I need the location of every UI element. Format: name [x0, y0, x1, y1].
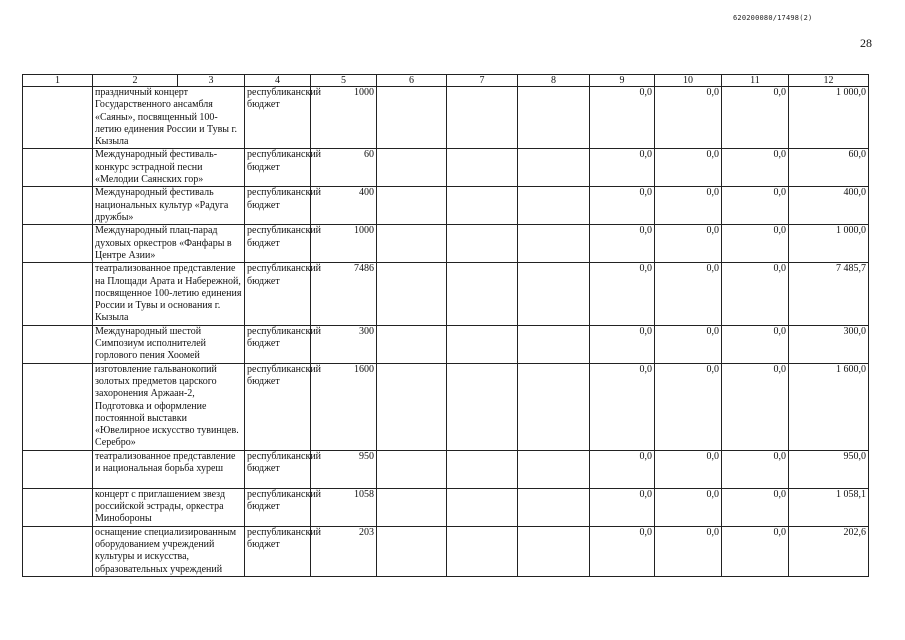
empty-cell	[23, 225, 93, 263]
table-row	[23, 325, 869, 363]
amount-cell: 400	[311, 187, 377, 225]
col11-cell: 0,0	[722, 87, 789, 149]
col9-cell: 0,0	[590, 325, 655, 363]
column-header: 11	[722, 75, 789, 87]
empty-cell	[518, 363, 590, 450]
empty-cell	[518, 325, 590, 363]
empty-cell	[447, 263, 518, 325]
empty-cell	[447, 450, 518, 488]
total-cell: 7 485,7	[789, 263, 869, 325]
event-description: Международный плац-парад духовых оркестров «Фанфары в Центре Азии»	[93, 225, 245, 263]
empty-cell	[518, 488, 590, 526]
amount-cell: 7486	[311, 263, 377, 325]
empty-cell	[23, 488, 93, 526]
col10-cell: 0,0	[655, 363, 722, 450]
total-cell: 60,0	[789, 149, 869, 187]
col9-cell: 0,0	[590, 526, 655, 576]
funding-source: республиканский бюджет	[245, 363, 311, 450]
funding-source: республиканский бюджет	[245, 187, 311, 225]
col11-cell: 0,0	[722, 450, 789, 488]
col10-cell: 0,0	[655, 488, 722, 526]
empty-cell	[518, 225, 590, 263]
table-row	[23, 87, 869, 149]
col9-cell: 0,0	[590, 187, 655, 225]
col10-cell: 0,0	[655, 263, 722, 325]
column-header: 3	[178, 75, 245, 87]
empty-cell	[23, 87, 93, 149]
empty-cell	[23, 263, 93, 325]
col11-cell: 0,0	[722, 488, 789, 526]
empty-cell	[377, 187, 447, 225]
event-description: изготовление гальванокопий золотых предметов царского захоронения Аржаан-2, Подготовка и оформление постоянной выставки «Ювелирное искусство тувинцев. Серебро»	[93, 363, 245, 450]
total-cell: 1 600,0	[789, 363, 869, 450]
total-cell: 202,6	[789, 526, 869, 576]
column-header: 2	[93, 75, 178, 87]
empty-cell	[447, 87, 518, 149]
empty-cell	[23, 526, 93, 576]
table-row	[23, 450, 869, 488]
col10-cell: 0,0	[655, 450, 722, 488]
empty-cell	[447, 325, 518, 363]
empty-cell	[377, 488, 447, 526]
col11-cell: 0,0	[722, 225, 789, 263]
col9-cell: 0,0	[590, 263, 655, 325]
empty-cell	[377, 263, 447, 325]
amount-cell: 1600	[311, 363, 377, 450]
table-row	[23, 488, 869, 526]
event-description: театрализованное представление и национальная борьба хуреш	[93, 450, 245, 488]
funding-source: республиканский бюджет	[245, 488, 311, 526]
funding-source: республиканский бюджет	[245, 325, 311, 363]
table-row	[23, 263, 869, 325]
total-cell: 400,0	[789, 187, 869, 225]
funding-source: республиканский бюджет	[245, 225, 311, 263]
empty-cell	[377, 149, 447, 187]
event-description: концерт с приглашением звезд российской эстрады, оркестра Минобороны	[93, 488, 245, 526]
total-cell: 1 000,0	[789, 225, 869, 263]
column-header: 8	[518, 75, 590, 87]
amount-cell: 60	[311, 149, 377, 187]
table-row	[23, 526, 869, 576]
col9-cell: 0,0	[590, 149, 655, 187]
col10-cell: 0,0	[655, 225, 722, 263]
funding-source: республиканский бюджет	[245, 263, 311, 325]
empty-cell	[518, 87, 590, 149]
funding-source: республиканский бюджет	[245, 450, 311, 488]
column-header: 12	[789, 75, 869, 87]
table-row	[23, 187, 869, 225]
column-header: 5	[311, 75, 377, 87]
budget-table	[22, 74, 869, 577]
empty-cell	[377, 225, 447, 263]
col9-cell: 0,0	[590, 488, 655, 526]
table-row	[23, 149, 869, 187]
empty-cell	[23, 363, 93, 450]
event-description: оснащение специализированным оборудованием учреждений культуры и искусства, образовательных учреждений	[93, 526, 245, 576]
col10-cell: 0,0	[655, 149, 722, 187]
column-header: 10	[655, 75, 722, 87]
amount-cell: 300	[311, 325, 377, 363]
empty-cell	[23, 325, 93, 363]
column-header: 9	[590, 75, 655, 87]
empty-cell	[377, 363, 447, 450]
page-number: 28	[860, 36, 872, 50]
col11-cell: 0,0	[722, 325, 789, 363]
empty-cell	[23, 450, 93, 488]
column-number-row	[23, 75, 869, 87]
event-description: театрализованное представление на Площади Арата и Набережной, посвященное 100-летию единения России и Тувы и основания г. Кызыла	[93, 263, 245, 325]
amount-cell: 950	[311, 450, 377, 488]
empty-cell	[447, 526, 518, 576]
empty-cell	[447, 187, 518, 225]
empty-cell	[518, 149, 590, 187]
empty-cell	[447, 488, 518, 526]
amount-cell: 1058	[311, 488, 377, 526]
col10-cell: 0,0	[655, 187, 722, 225]
funding-source: республиканский бюджет	[245, 526, 311, 576]
col11-cell: 0,0	[722, 149, 789, 187]
amount-cell: 203	[311, 526, 377, 576]
document-id: 620200080/17498(2)	[733, 14, 813, 22]
empty-cell	[518, 263, 590, 325]
total-cell: 950,0	[789, 450, 869, 488]
empty-cell	[518, 187, 590, 225]
total-cell: 1 058,1	[789, 488, 869, 526]
event-description: Международный фестиваль-конкурс эстрадной песни «Мелодии Саянских гор»	[93, 149, 245, 187]
table-row	[23, 225, 869, 263]
total-cell: 1 000,0	[789, 87, 869, 149]
col11-cell: 0,0	[722, 526, 789, 576]
event-description: праздничный концерт Государственного ансамбля «Саяны», посвященный 100-летию единения России и Тувы г. Кызыла	[93, 87, 245, 149]
empty-cell	[447, 363, 518, 450]
empty-cell	[518, 526, 590, 576]
col10-cell: 0,0	[655, 325, 722, 363]
funding-source: республиканский бюджет	[245, 149, 311, 187]
total-cell: 300,0	[789, 325, 869, 363]
empty-cell	[518, 450, 590, 488]
column-header: 1	[23, 75, 93, 87]
column-header: 4	[245, 75, 311, 87]
col9-cell: 0,0	[590, 225, 655, 263]
event-description: Международный фестиваль национальных культур «Радуга дружбы»	[93, 187, 245, 225]
column-header: 6	[377, 75, 447, 87]
col9-cell: 0,0	[590, 363, 655, 450]
col10-cell: 0,0	[655, 526, 722, 576]
column-header: 7	[447, 75, 518, 87]
event-description: Международный шестой Симпозиум исполнителей горлового пения Хоомей	[93, 325, 245, 363]
col10-cell: 0,0	[655, 87, 722, 149]
amount-cell: 1000	[311, 225, 377, 263]
empty-cell	[447, 149, 518, 187]
funding-source: республиканский бюджет	[245, 87, 311, 149]
empty-cell	[23, 187, 93, 225]
col11-cell: 0,0	[722, 363, 789, 450]
empty-cell	[377, 450, 447, 488]
col11-cell: 0,0	[722, 263, 789, 325]
col11-cell: 0,0	[722, 187, 789, 225]
empty-cell	[23, 149, 93, 187]
col9-cell: 0,0	[590, 450, 655, 488]
table-row	[23, 363, 869, 450]
col9-cell: 0,0	[590, 87, 655, 149]
empty-cell	[377, 87, 447, 149]
empty-cell	[377, 325, 447, 363]
empty-cell	[377, 526, 447, 576]
empty-cell	[447, 225, 518, 263]
amount-cell: 1000	[311, 87, 377, 149]
